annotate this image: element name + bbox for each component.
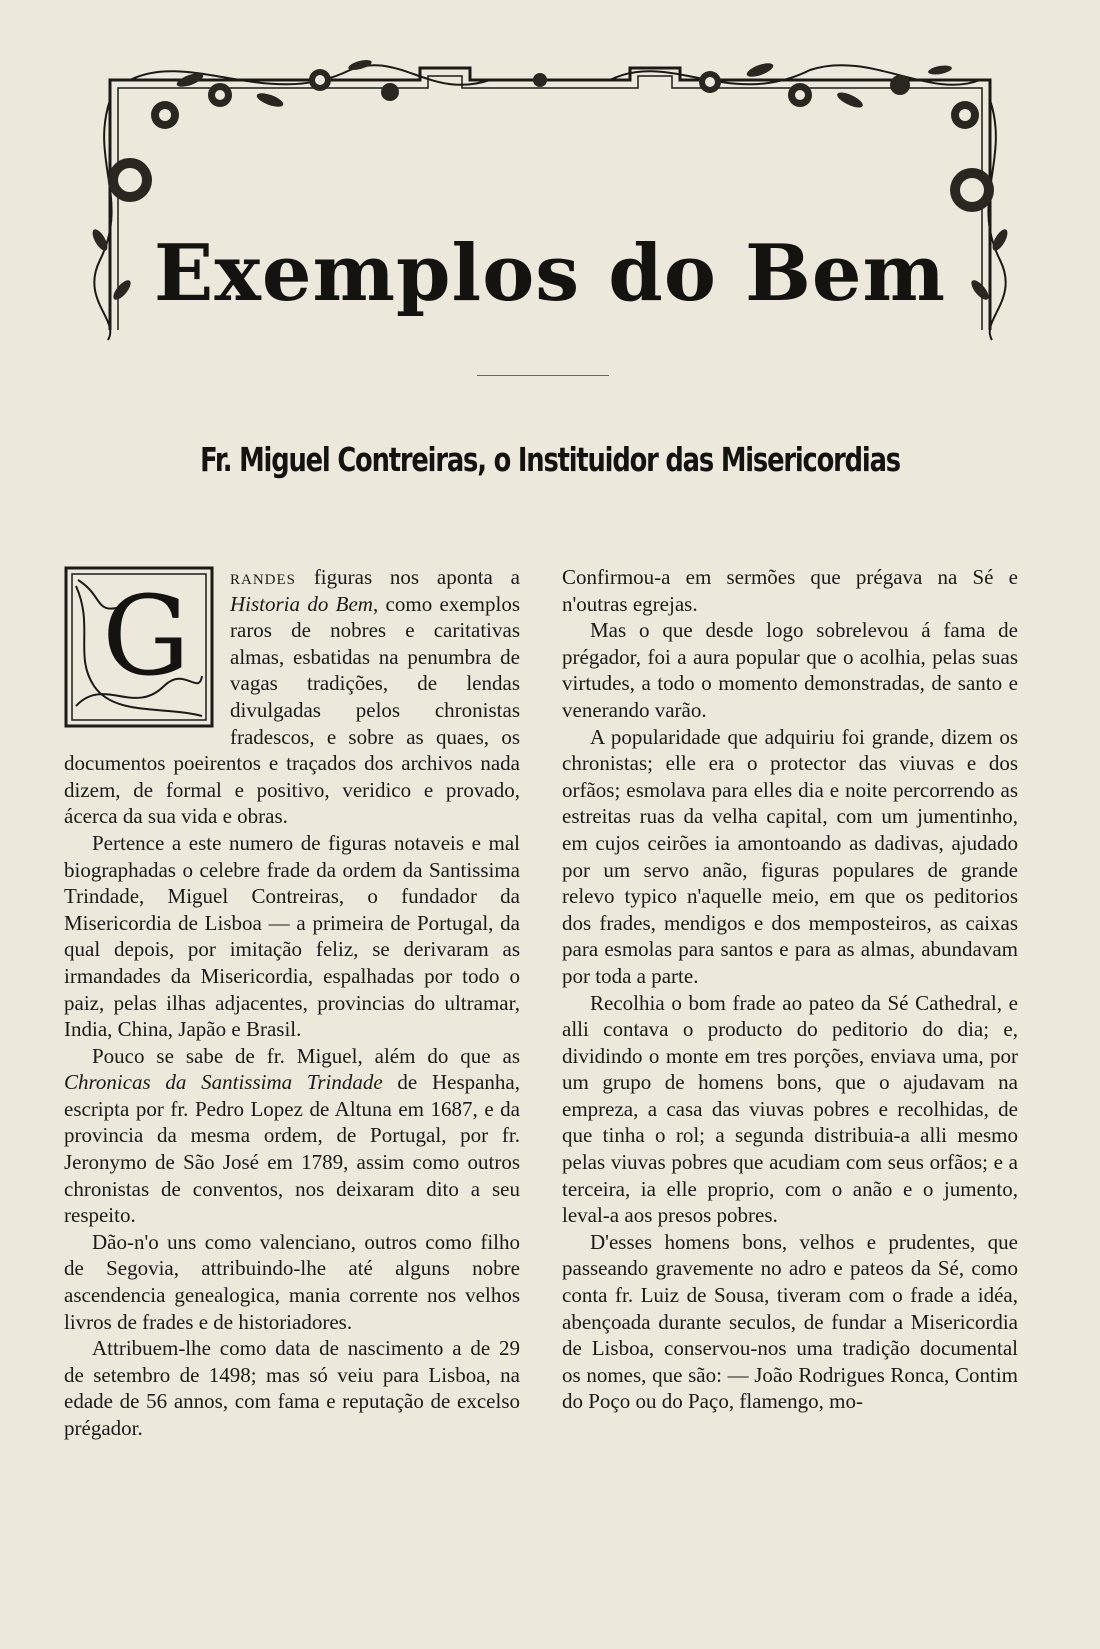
paragraph: Pertence a este numero de figuras notaveis e mal biographadas o celebre frade da ordem da Santissima Trindade, Miguel Contreiras, o fundador da Misericordia de Lisboa — a primeira de Portugal, da qual depois, por imitação feliz, se derivaram as irmandades da Misericordia, espalhadas por todo o paiz, pelas ilhas adjacentes, provincias do ultramar, India, China, Japão e Brasil. <box>64 830 520 1042</box>
paragraph: Attribuem-lhe como data de nascimento a de 29 de setembro de 1498; mas só veiu para Lisboa, na edade de 56 annos, com fama e reputação de excelso prégador. <box>64 1336 520 1440</box>
paragraph-text: figuras nos aponta a <box>296 565 520 589</box>
paragraph-text: Pouco se sabe de fr. Miguel, além do que as <box>92 1043 520 1068</box>
paragraph-text: , como exemplos raros de nobres e caritativas almas, esbatidas na penumbra de vagas tradições, de lendas divulgadas pelos chronistas fradescos, e sobre as quaes, os documentos poeirentos e traçados dos archivos nada dizem, de formal e positivo, veridico e provado, ácerca da sua vida e obras. <box>64 591 520 829</box>
dropcap-letter: G <box>102 572 190 700</box>
right-column <box>562 564 1018 1415</box>
paragraph: Recolhia o bom frade ao pateo da Sé Cathedral, e alli contava o producto do peditorio do dia; e, dividindo o monte em tres porções, enviava uma, por um grupo de homens bons, que o ajudavam na empreza, a casa das viuvas pobres e recolhidas, de que tinha o rol; a segunda distribuia-a alli mesmo pelas viuvas pobres que acudiam com seus orfãos; e a terceira, ia elle proprio, com o anão e o jumento, leval-a aos presos pobres. <box>562 990 1018 1228</box>
italic-title: Historia do Bem <box>230 591 373 616</box>
article-title: Exemplos do Bem <box>153 228 947 319</box>
paragraph <box>64 1043 520 1229</box>
paragraph: D'esses homens bons, velhos e prudentes, que passeando gravemente no adro e pateos da Sé, como conta fr. Luiz de Sousa, tiveram com o frade a idéa, abençoada durante seculos, de fundar a Misericordia de Lisboa, conservou-nos uma tradição documental os nomes, que são: — João Rodrigues Ronca, Contim do Poço ou do Paço, flamengo, mo- <box>562 1229 1018 1414</box>
paragraph: Confirmou-a em sermões que prégava na Sé e n'outras egrejas. <box>562 565 1018 616</box>
opening-smallcaps: randes <box>230 565 297 589</box>
dropcap-ornament <box>64 566 214 728</box>
left-column <box>64 564 520 1442</box>
paragraph <box>64 564 520 830</box>
paragraph-text: de Hespanha, escripta por fr. Pedro Lopez de Altuna em 1687, e da provincia da mesma ordem, de Portugal, por fr. Jeronymo de São José em 1789, assim como outros chronistas de conventos, nos deixaram dito a seu respeito. <box>64 1070 521 1228</box>
italic-title: Chronicas da Santissima Trindade <box>64 1070 383 1095</box>
article-subtitle: Fr. Miguel Contreiras, o Instituidor das Misericordias <box>200 440 900 479</box>
paragraph: Dão-n'o uns como valenciano, outros como filho de Segovia, attribuindo-lhe até alguns nobre ascendencia genealogica, mania corrente nos velhos livros de frades e de historiadores. <box>64 1229 520 1334</box>
title-divider <box>477 375 609 376</box>
paragraph: Mas o que desde logo sobrelevou á fama de prégador, foi a aura popular que o acolhia, pelas suas virtudes, a todo o momento demonstradas, de santo e venerando varão. <box>562 618 1018 722</box>
paragraph: A popularidade que adquiriu foi grande, dizem os chronistas; elle era o protector das viuvas e dos orfãos; esmolava para elles dia e noite percorrendo as estreitas ruas da velha capital, com um jumentinho, em cujos ceirões ia amontoando as dadivas, ajudado por um servo anão, figuras populares de grande relevo typico n'aquelle meio, em que os peditorios dos frades, mendigos e dos memposteiros, as caixas para esmolas para santos e para as almas, abundavam por toda a parte. <box>562 724 1018 988</box>
